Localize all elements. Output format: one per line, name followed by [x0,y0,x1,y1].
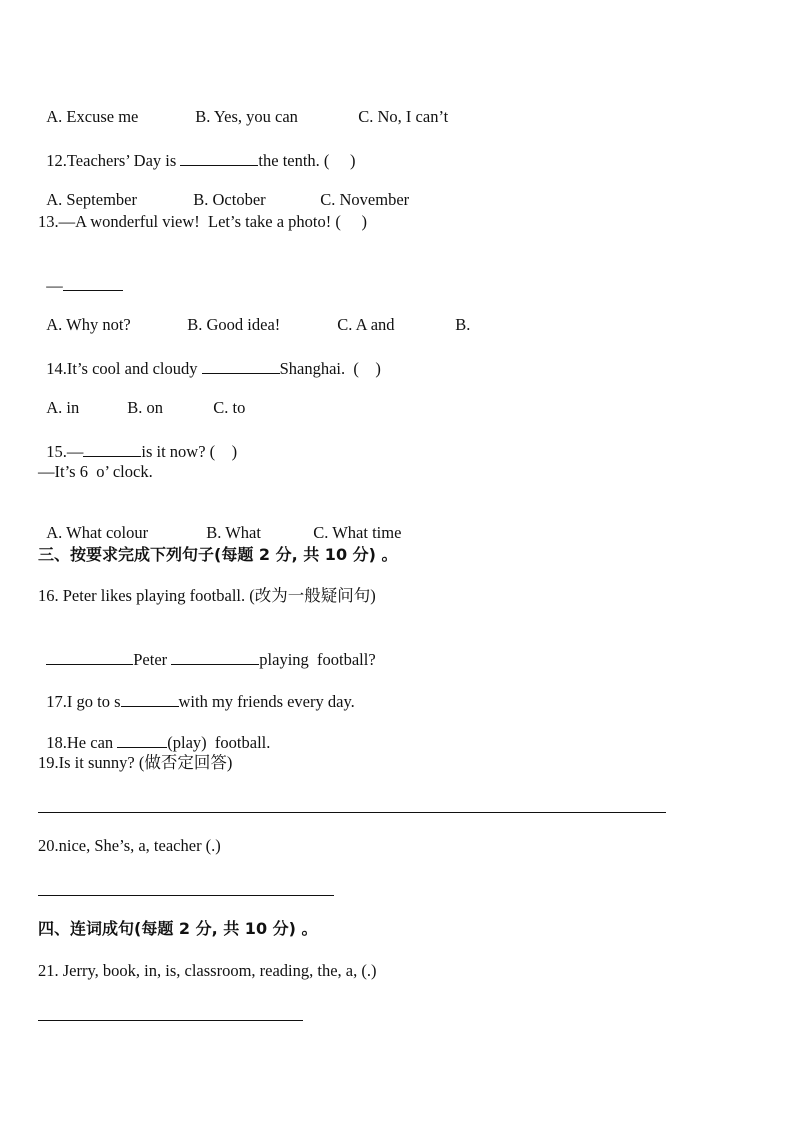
q11-option-c: C. No, I can’t [358,107,449,126]
q16-text-post: playing football? [259,650,376,669]
q13-option-c: C. A and [337,315,395,334]
q17-text-post: with my friends every day. [178,692,355,711]
question-19: 19.Is it sunny? (做否定回答) [38,753,233,772]
section-4-heading: 四、连词成句(每题 2 分, 共 10 分) 。 [38,919,318,938]
q15-option-c: C. What time [313,523,402,542]
q13-dash: — [46,276,63,295]
question-12 [38,129,356,171]
q11-options [38,87,448,127]
q16-answer-line [38,628,376,670]
q18-answer-blank[interactable] [117,731,167,748]
q11-option-b: B. Yes, you can [195,107,298,126]
q16-answer-blank-1[interactable] [46,648,133,665]
question-18 [38,711,270,753]
q13-option-d: B. [455,315,471,334]
q12-option-b: B. October [193,190,266,209]
q12-option-c: C. November [320,190,410,209]
question-21: 21. Jerry, book, in, is, classroom, reading, the, a, (.) [38,961,377,980]
q16-text-mid: Peter [133,650,172,669]
question-14 [38,337,381,379]
q12-options [38,170,409,210]
q16-answer-blank-2[interactable] [171,648,259,665]
q13-answer-blank[interactable] [63,274,123,291]
q11-option-a: A. Excuse me [46,107,139,126]
q15-option-a: A. What colour [46,523,149,542]
q14-text-post: Shanghai. ( ) [279,359,381,378]
q12-text-pre: 12.Teachers’ Day is [46,151,181,170]
q15-answer-blank[interactable] [83,440,141,457]
q13-option-b: B. Good idea! [187,315,281,334]
q14-answer-blank[interactable] [202,357,280,374]
q14-option-b: B. on [127,398,164,417]
question-20: 20.nice, She’s, a, teacher (.) [38,836,221,855]
section-3-heading: 三、按要求完成下列句子(每题 2 分, 共 10 分) 。 [38,545,398,564]
q18-text-post: (play) football. [167,733,271,752]
q12-option-a: A. September [46,190,137,209]
q14-text-pre: 14.It’s cool and cloudy [46,359,202,378]
q14-options [38,378,245,418]
q21-answer-line[interactable] [38,1020,303,1021]
q13-option-a: A. Why not? [46,315,131,334]
question-15 [38,420,237,462]
q15-text-pre: 15.— [46,442,84,461]
q20-answer-line[interactable] [38,895,334,896]
q14-option-c: C. to [213,398,246,417]
q17-text-pre: 17.I go to s [46,692,121,711]
q15-options [38,503,401,543]
question-16: 16. Peter likes playing football. (改为一般疑问句) [38,586,376,605]
q13-answer-line [38,254,123,296]
question-17 [38,670,355,712]
q14-option-a: A. in [46,398,80,417]
question-13: 13.—A wonderful view! Let’s take a photo! ( ) [38,212,368,231]
q18-text-pre: 18.He can [46,733,118,752]
q19-answer-line[interactable] [38,812,666,813]
q12-answer-blank[interactable] [180,149,258,166]
q17-answer-blank[interactable] [121,690,179,707]
q15-option-b: B. What [206,523,261,542]
q13-options [38,295,470,335]
q15-reply: —It’s 6 o’ clock. [38,462,153,481]
q12-text-post: the tenth. ( ) [258,151,356,170]
q15-text-post: is it now? ( ) [141,442,238,461]
